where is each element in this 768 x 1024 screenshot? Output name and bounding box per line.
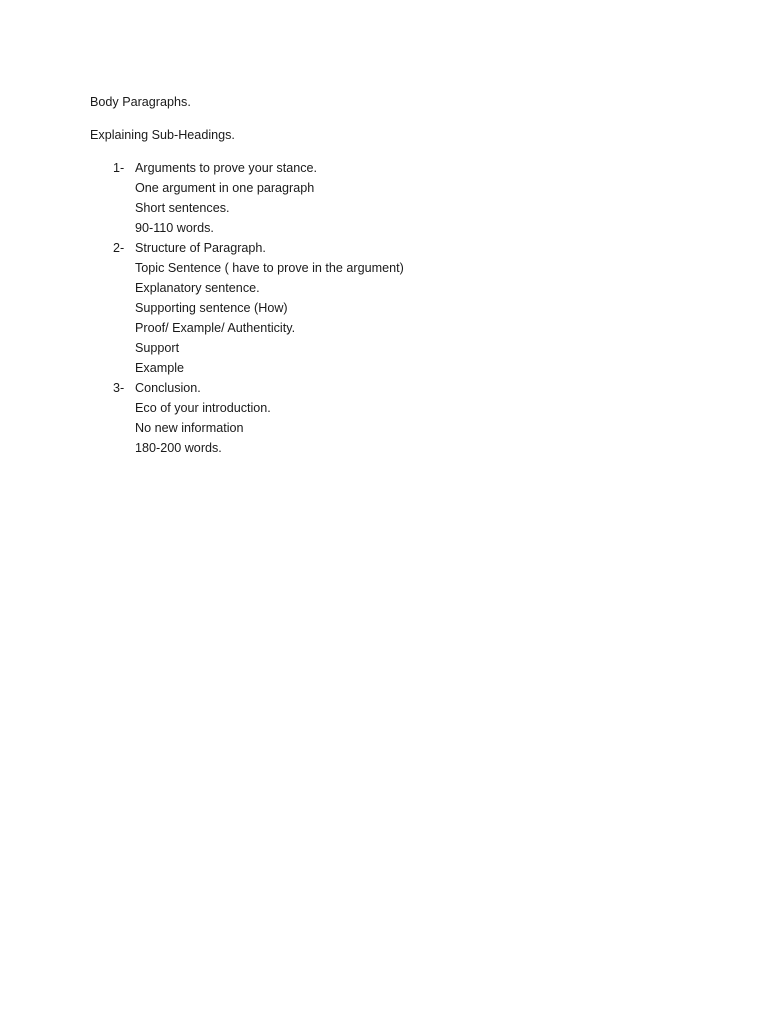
list-item-3	[113, 378, 404, 458]
list-line: Example	[135, 361, 184, 375]
list-line: Supporting sentence (How)	[135, 301, 288, 315]
document-heading: Body Paragraphs.	[90, 95, 191, 109]
document-subheading: Explaining Sub-Headings.	[90, 128, 235, 142]
list-line: Support	[135, 341, 180, 355]
list-line: One argument in one paragraph	[135, 181, 315, 195]
list-line: 90-110 words.	[135, 221, 214, 235]
list-line: Explanatory sentence.	[135, 281, 260, 295]
list-line: Eco of your introduction.	[135, 401, 271, 415]
list-line: Topic Sentence ( have to prove in the argument)	[135, 261, 404, 275]
list-marker: 3-	[113, 381, 125, 395]
list-line: Proof/ Example/ Authenticity.	[135, 321, 296, 335]
list-line: Short sentences.	[135, 201, 230, 215]
list-line: Conclusion.	[135, 381, 201, 395]
numbered-list	[113, 158, 404, 458]
list-line: Arguments to prove your stance.	[135, 161, 318, 175]
list-item-2	[113, 238, 404, 378]
list-line: Structure of Paragraph.	[135, 241, 266, 255]
list-line: No new information	[135, 421, 244, 435]
list-marker: 1-	[113, 161, 125, 175]
list-marker: 2-	[113, 241, 125, 255]
list-item-1	[113, 158, 404, 238]
list-line: 180-200 words.	[135, 441, 222, 455]
